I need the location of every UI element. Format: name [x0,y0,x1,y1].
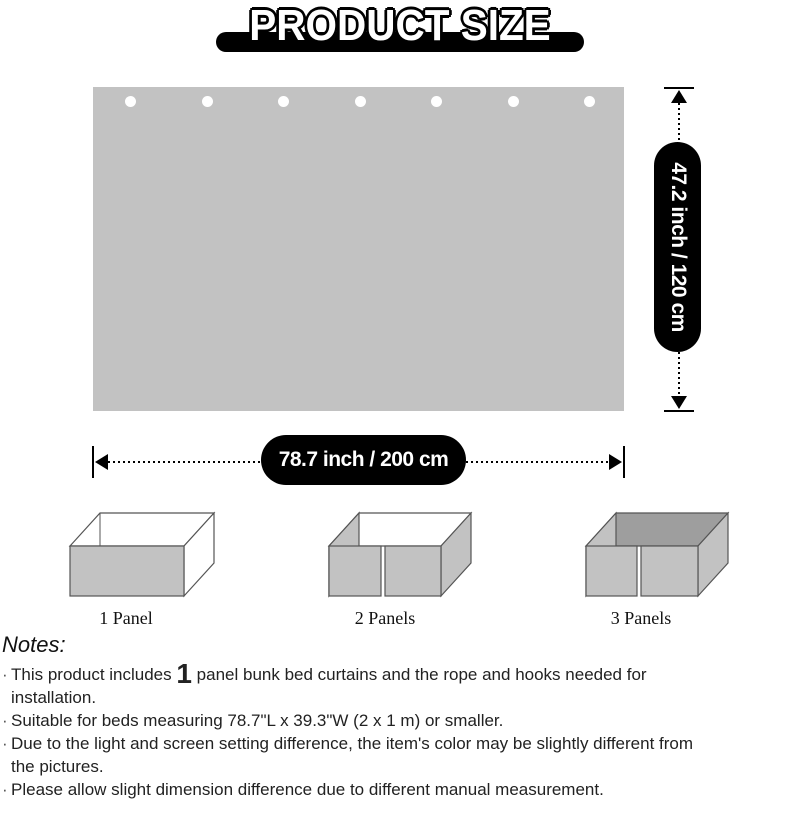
height-arrowhead-down [671,396,687,409]
note-item-continuation [0,756,800,778]
note-text: the pictures. [11,757,104,776]
two-panels-label: 2 Panels [354,608,416,628]
note-text: panel bunk bed curtains and the rope and hooks needed for [191,665,647,684]
note-text: installation. [11,688,97,707]
note-text: This product includes [11,665,172,684]
bullet: · [2,734,8,753]
height-arrowhead-up [671,90,687,103]
bullet: · [2,780,8,799]
two-panels-illustration [325,508,475,600]
note-text: Please allow slight dimension difference due to different manual measurement. [11,780,604,799]
width-label: 78.7 inch / 200 cm [278,448,449,471]
one-panel-label: 1 Panel [99,608,153,628]
page-title: PRODUCT SIZE [249,1,551,50]
height-label: 47.2 inch / 120 cm [666,162,690,332]
width-arrowhead-left [95,454,108,470]
three-panels-illustration [582,508,732,600]
bullet: · [2,711,8,730]
height-label-pill [654,142,701,352]
notes-heading: Notes: [2,632,66,657]
notes-list [0,658,800,802]
note-item [0,658,800,689]
note-item [0,779,800,801]
width-label-pill [261,435,466,485]
width-arrowhead-right [609,454,622,470]
note-text: Suitable for beds measuring 78.7"L x 39.3"W (2 x 1 m) or smaller. [11,711,504,730]
note-text: Due to the light and screen setting difference, the item's color may be slightly different from [11,734,694,753]
note-emphasis-number: 1 [176,658,192,689]
bullet: · [2,665,8,684]
one-panel-illustration [66,508,218,600]
note-item [0,733,800,755]
three-panels-label: 3 Panels [610,608,672,628]
note-item [0,710,800,732]
note-item-continuation [0,687,800,709]
